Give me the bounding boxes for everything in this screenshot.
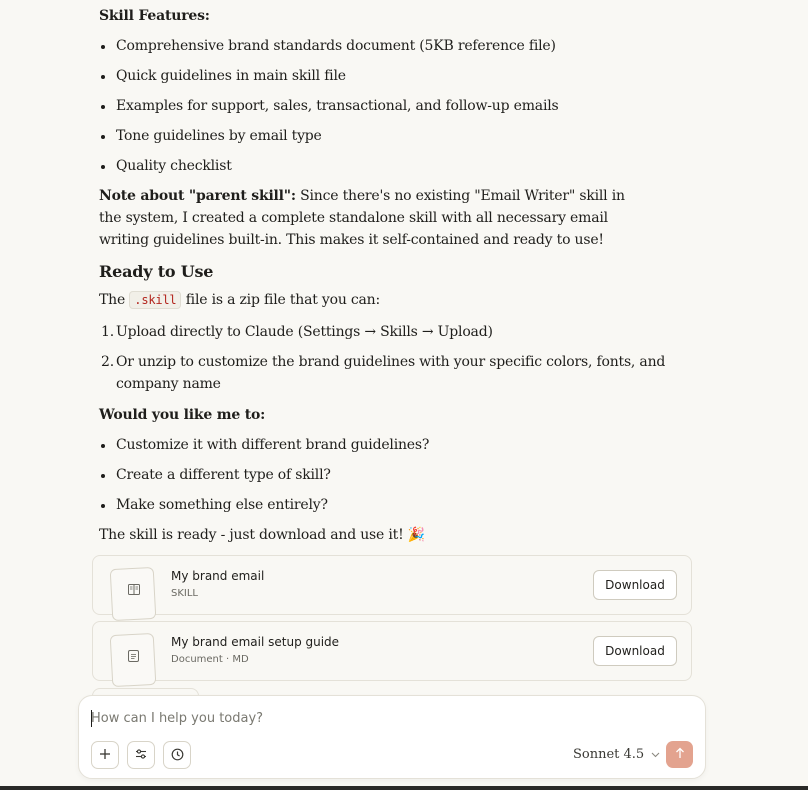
attachment-title: My brand email [171, 569, 265, 583]
settings-button[interactable] [127, 741, 155, 769]
list-item: Customize it with different brand guidelines? [99, 430, 699, 460]
sliders-icon [135, 747, 147, 763]
list-item: Make something else entirely? [99, 490, 699, 520]
step-text: Or unzip to customize the brand guidelines with your specific colors, fonts, and company name [116, 354, 666, 392]
message-composer [78, 695, 706, 779]
options-list [99, 430, 699, 520]
list-item: Examples for support, sales, transactional, and follow-up emails [99, 91, 699, 121]
history-button[interactable] [163, 741, 191, 769]
note-paragraph [99, 185, 644, 251]
features-heading: Skill Features: [99, 8, 210, 24]
ready-intro-suffix: file is a zip file that you can: [181, 292, 381, 308]
ready-intro [99, 287, 699, 313]
step-text: Upload directly to Claude (Settings → Skills → Upload) [116, 324, 493, 340]
attachment-card[interactable] [92, 621, 692, 681]
book-icon [128, 584, 140, 596]
attachment-card[interactable] [92, 555, 692, 615]
list-item: Create a different type of skill? [99, 460, 699, 490]
list-item: Tone guidelines by email type [99, 121, 699, 151]
list-item [99, 321, 699, 343]
plus-icon [99, 747, 111, 763]
ready-heading: Ready to Use [99, 262, 214, 281]
would-heading: Would you like me to: [99, 407, 266, 423]
window-bottom-edge [0, 786, 808, 790]
list-item: Quality checklist [99, 151, 699, 181]
step-number: 1. [101, 324, 114, 340]
download-button[interactable]: Download [593, 636, 677, 666]
download-button[interactable]: Download [593, 570, 677, 600]
chat-input[interactable] [91, 708, 651, 728]
steps-list [99, 321, 699, 395]
attachment-title: My brand email setup guide [171, 635, 340, 649]
note-text: Since there's no existing "Email Writer" skill in the system, I created a complete standalone skill with all necessary email writing guidelines built-in. This makes it self-contained and ready to use! [99, 188, 625, 248]
note-label: Note about "parent skill": [99, 188, 296, 204]
closing-text: The skill is ready - just download and use it! 🎉 [99, 527, 425, 543]
attachment-type: Document · MD [171, 654, 249, 665]
skill-extension-code: .skill [129, 291, 181, 309]
add-button[interactable] [91, 741, 119, 769]
document-icon [128, 650, 140, 662]
step-number: 2. [101, 354, 114, 370]
attachment-type: SKILL [171, 588, 198, 599]
chevron-down-icon [648, 750, 660, 761]
features-list [99, 31, 699, 181]
model-name: Sonnet 4.5 [573, 747, 645, 762]
clock-icon [171, 747, 184, 763]
text-caret [91, 710, 92, 727]
send-button[interactable] [666, 741, 693, 768]
ready-intro-prefix: The [99, 292, 130, 308]
arrow-up-icon [675, 746, 685, 762]
list-item [99, 351, 674, 395]
assistant-message [99, 0, 699, 550]
model-selector[interactable] [573, 741, 660, 769]
list-item: Quick guidelines in main skill file [99, 61, 699, 91]
list-item: Comprehensive brand standards document (5KB reference file) [99, 31, 699, 61]
